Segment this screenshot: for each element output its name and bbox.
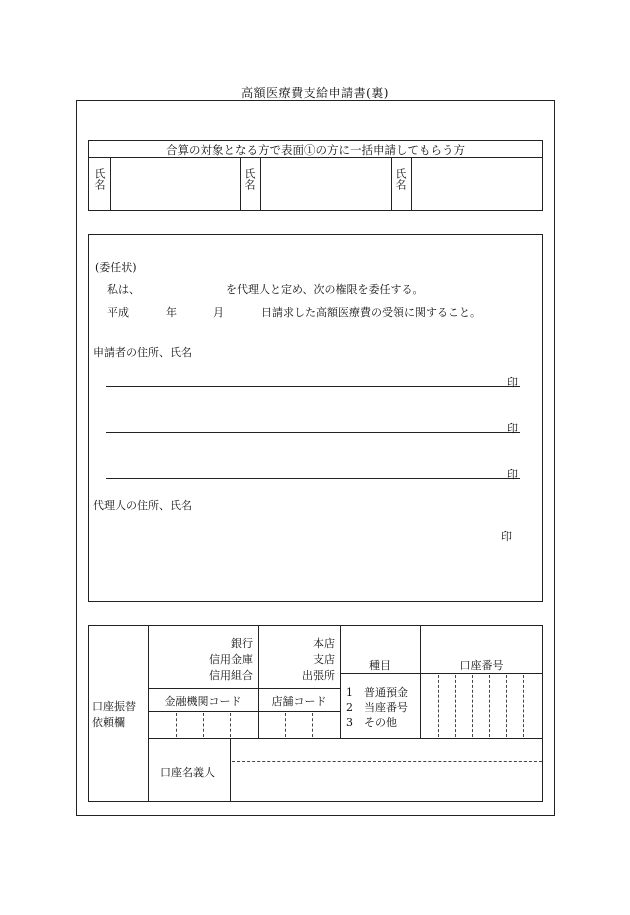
branch-code-field[interactable]	[259, 712, 339, 737]
kind-option-1[interactable]: 1 普通預金	[346, 686, 408, 699]
account-holder-label: 口座名義人	[160, 766, 215, 779]
name-label-2: 氏名	[243, 168, 256, 190]
kind-header: 種目	[369, 659, 391, 672]
applicant-line-3[interactable]	[106, 478, 520, 479]
seal-mark-agent: 印	[501, 530, 512, 543]
agent-label: 代理人の住所、氏名	[93, 499, 192, 512]
kind-option-2[interactable]: 2 当座番号	[346, 701, 408, 714]
combined-header: 合算の対象となる方で表面①の方に一括申請してもらう方	[166, 143, 465, 157]
proxy-line1-prefix: 私は、	[107, 283, 140, 296]
branch-type-office: 出張所	[302, 669, 335, 682]
proxy-line2-rest: 日請求した高額医療費の受領に関すること。	[261, 306, 481, 319]
bank-type-shinkin: 信用金庫	[209, 653, 253, 666]
proxy-line1-suffix: を代理人と定め、次の権限を委任する。	[226, 283, 424, 296]
name-label-3: 氏名	[394, 168, 407, 190]
kind-option-3[interactable]: 3 その他	[346, 716, 397, 729]
year-label: 年	[166, 306, 177, 319]
applicant-line-1[interactable]	[106, 386, 520, 387]
applicant-line-2[interactable]	[106, 432, 520, 433]
bank-type-bank: 銀行	[231, 637, 253, 650]
name-field-2[interactable]	[261, 158, 390, 210]
name-field-1[interactable]	[111, 158, 239, 210]
applicant-label: 申請者の住所、氏名	[93, 346, 192, 359]
bank-type-kumiai: 信用組合	[209, 669, 253, 682]
proxy-heading: (委任状)	[95, 261, 137, 274]
account-number-header: 口座番号	[459, 659, 504, 672]
bank-code-label: 金融機関コード	[164, 695, 242, 708]
branch-code-label: 店舗コード	[271, 695, 327, 708]
branch-type-branch: 支店	[313, 653, 335, 666]
account-holder-kana-field[interactable]	[231, 739, 542, 760]
agent-name-blank[interactable]	[145, 279, 225, 295]
account-label-line2: 依頼欄	[92, 716, 125, 729]
form-title: 高額医療費支給申請書(裏)	[241, 86, 389, 100]
seal-mark-3: 印	[507, 468, 518, 481]
account-holder-name-field[interactable]	[231, 762, 542, 801]
seal-mark-1: 印	[507, 376, 518, 389]
name-field-3[interactable]	[412, 158, 542, 210]
era-label: 平成	[107, 306, 129, 319]
month-label: 月	[213, 306, 224, 319]
name-label-1: 氏名	[93, 168, 106, 190]
branch-type-main: 本店	[313, 637, 335, 650]
seal-mark-2: 印	[507, 422, 518, 435]
account-label-line1: 口座振替	[92, 700, 136, 713]
